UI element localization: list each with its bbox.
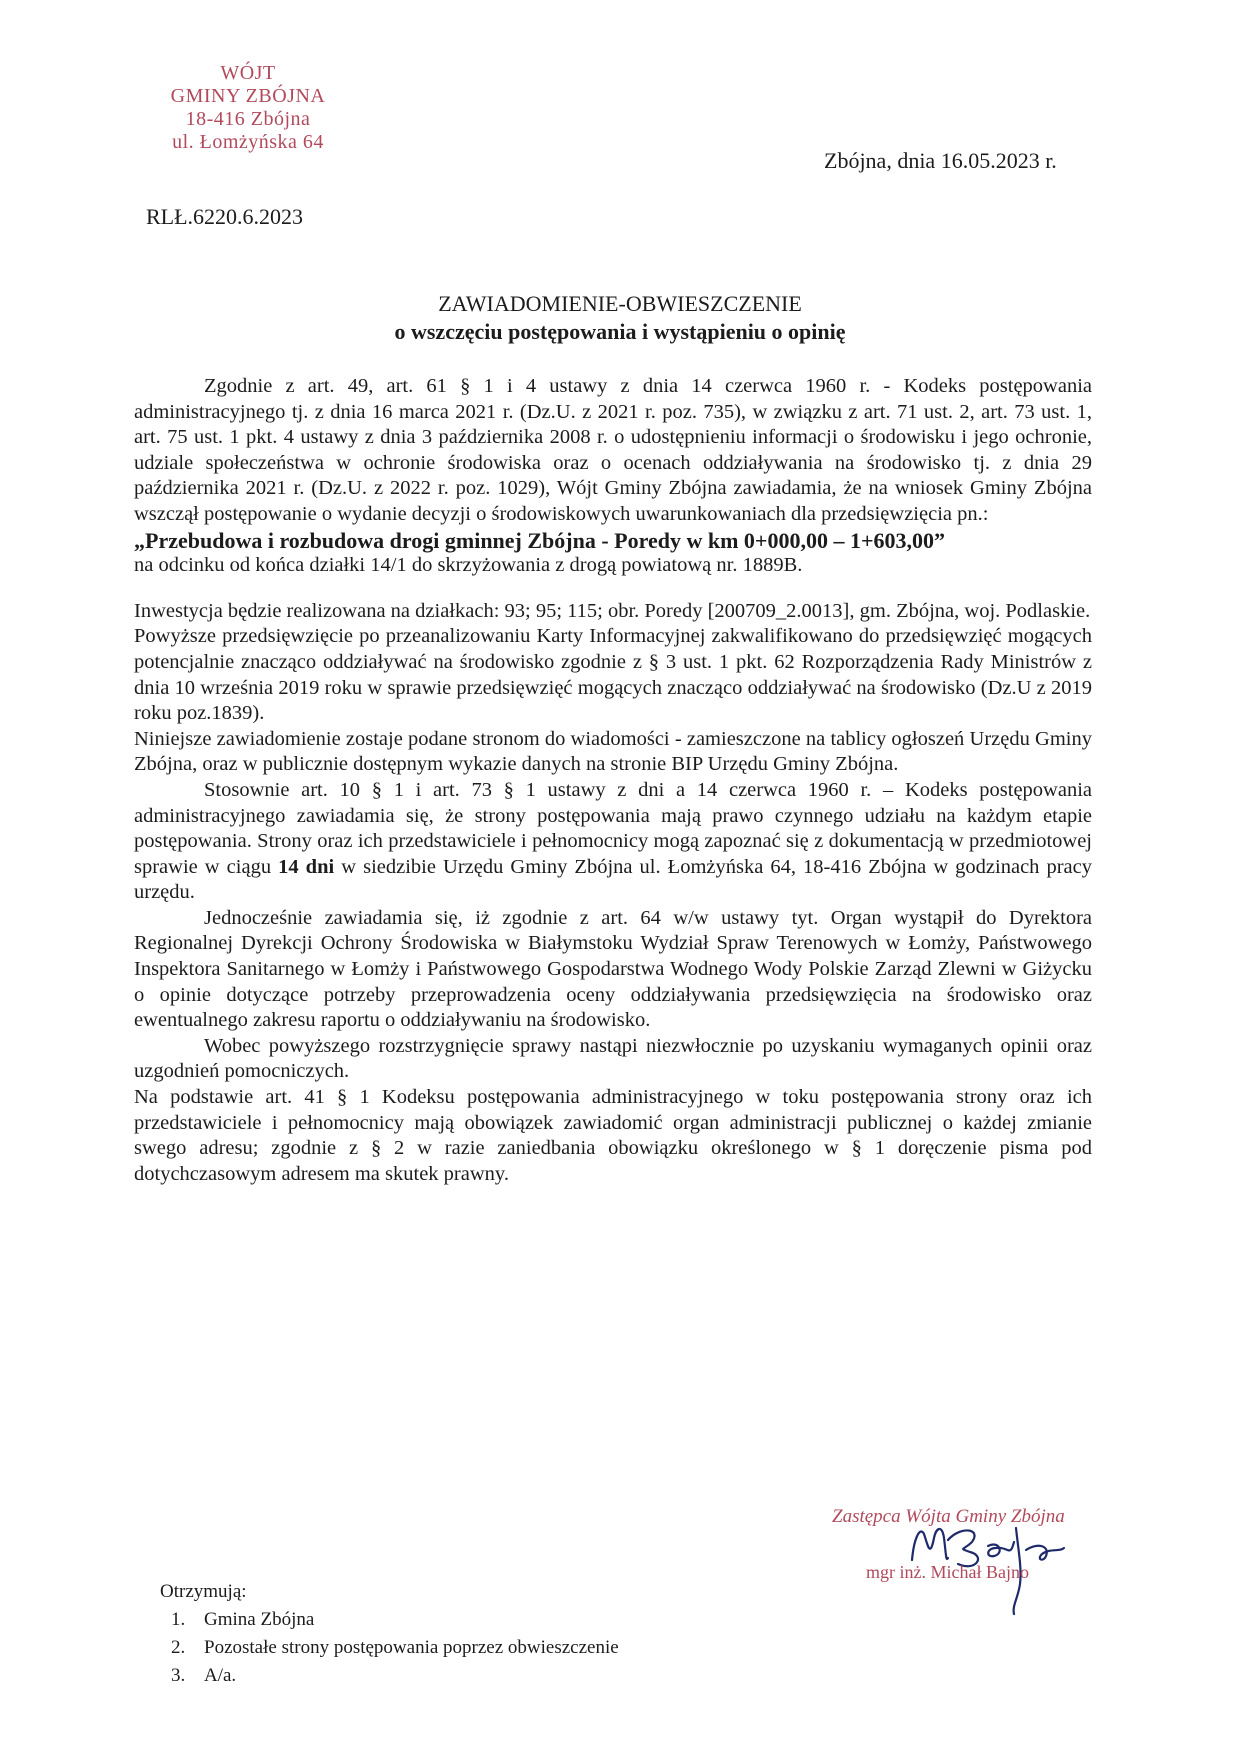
office-stamp <box>148 62 348 154</box>
stamp-line-3: 18-416 Zbójna <box>185 108 311 130</box>
recipient-item: 2. Pozostałe strony postępowania poprzez obwieszczenie <box>190 1634 619 1662</box>
paragraph-parties-rights-part-1: Stosownie art. 10 § 1 i art. 73 § 1 ustawy z dni a 14 czerwca 1960 r. – Kodeks postępowania administracyjnego zawiadamia się, że strony postępowania mają prawo czynnego udziału na każdym etapie postępowania. Strony oraz ich przedstawiciele i pełnomocnicy mogą zapoznać się z dokumentacją w przedmiotowej sprawie w ciągu <box>134 778 1092 878</box>
paragraph-legal-basis: Zgodnie z art. 49, art. 61 § 1 i 4 ustawy z dnia 14 czerwca 1960 r. - Kodeks postępowania administracyjnego tj. z dnia 16 marca 2021 r. (Dz.U. z 2021 r. poz. 735), w związku z art. 71 ust. 2, art. 73 ust. 1, art. 75 ust. 1 pkt. 4 ustawy z dnia 3 października 2008 r. o udostępnieniu informacji o środowisku i jego ochronie, udziale społeczeństwa w ochronie środowiska oraz o ocenach oddziaływania na środowisko tj. z dnia 29 października 2021 r. (Dz.U. z 2022 r. poz. 1029), Wójt Gminy Zbójna zawiadamia, że na wniosek Gminy Zbójna wszczął postępowanie o wydanie decyzji o środowiskowych uwarunkowaniach dla przedsięwzięcia pn.: <box>134 375 1092 525</box>
document-date: Zbójna, dnia 16.05.2023 r. <box>824 148 1057 173</box>
recipients-heading: Otrzymują: <box>160 1581 247 1602</box>
paragraph-address-duty: Na podstawie art. 41 § 1 Kodeksu postępowania administracyjnego w toku postępowania strony oraz ich przedstawiciele i pełnomocnicy mają obowiązek zawiadomić organ administracji publicznej o każdej zmianie swego adresu; zgodnie z § 2 w razie zaniedbania obowiązku określonego w § 1 doręczenie pisma pod dotychczasowym adresem ma skutek prawny. <box>134 1086 1092 1185</box>
paragraph-parties-rights-part-2: w siedzibie Urzędu Gminy Zbójna ul. Łomżyńska 64, 18-416 Zbójna w godzinach pracy urzędu. <box>134 855 1093 904</box>
document-title: ZAWIADOMIENIE-OBWIESZCZENIE <box>438 291 802 316</box>
document-body <box>134 374 1092 1187</box>
paragraph-plots: Inwestycja będzie realizowana na działkach: 93; 95; 115; obr. Poredy [200709_2.0013], gm. Zbójna, woj. Podlaskie. <box>134 599 1091 622</box>
reference-number: RLŁ.6220.6.2023 <box>146 204 304 229</box>
recipient-item: 3. A/a. <box>190 1662 619 1690</box>
paragraph-parties-rights <box>134 778 1092 906</box>
signatory-title: Zastępca Wójta Gminy Zbójna <box>832 1506 1065 1527</box>
title-block <box>130 290 1110 346</box>
paragraph-qualification: Powyższe przedsięwzięcie po przeanalizowaniu Karty Informacyjnej zakwalifikowano do przedsięwzięć mogących potencjalnie znacząco oddziaływać na środowisko zgodnie z § 3 ust. 1 pkt. 62 Rozporządzenia Rady Ministrów z dnia 10 września 2019 roku w sprawie przedsięwzięć mogących znacząco oddziaływać na środowisko (Dz.U z 2019 roku poz.1839). <box>134 625 1092 725</box>
stamp-line-4: ul. Łomżyńska 64 <box>172 131 324 153</box>
stamp-line-2: GMINY ZBÓJNA <box>170 85 326 107</box>
stamp-line-1: WÓJT <box>220 62 276 84</box>
paragraph-section: na odcinku od końca działki 14/1 do skrzyżowania z drogą powiatową nr. 1889B. <box>134 554 803 577</box>
recipients-list <box>160 1578 619 1690</box>
deadline-days: 14 dni <box>278 855 335 878</box>
project-name: „Przebudowa i rozbudowa drogi gminnej Zbójna - Poredy w km 0+000,00 – 1+603,00” <box>134 527 946 553</box>
recipient-item: 1. Gmina Zbójna <box>190 1606 619 1634</box>
document-subtitle: o wszczęciu postępowania i wystąpieniu o opinię <box>394 319 846 344</box>
paragraph-resolution: Wobec powyższego rozstrzygnięcie sprawy nastąpi niezwłocznie po uzyskaniu wymaganych opinii oraz uzgodnień pomocniczych. <box>134 1034 1092 1083</box>
signatory-name: mgr inż. Michał Bajno <box>866 1562 1029 1582</box>
paragraph-opinions: Jednocześnie zawiadamia się, iż zgodnie z art. 64 w/w ustawy tyt. Organ wystąpił do Dyrektora Regionalnej Dyrekcji Ochrony Środowiska w Białymstoku Wydział Spraw Terenowych w Łomży, Państwowego Inspektora Sanitarnego w Łomży i Państwowego Gospodarstwa Wodnego Wody Polskie Zarząd Zlewni w Giżycku o opinie dotyczące potrzeby przeprowadzenia oceny oddziaływania przedsięwzięcia na środowisko oraz ewentualnego zakresu raportu o oddziaływaniu na środowisko. <box>134 906 1092 1032</box>
paragraph-publication: Niniejsze zawiadomienie zostaje podane stronom do wiadomości - zamieszczone na tablicy ogłoszeń Urzędu Gminy Zbójna, oraz w publicznie dostępnym wykazie danych na stronie BIP Urzędu Gminy Zbójna. <box>134 727 1092 776</box>
